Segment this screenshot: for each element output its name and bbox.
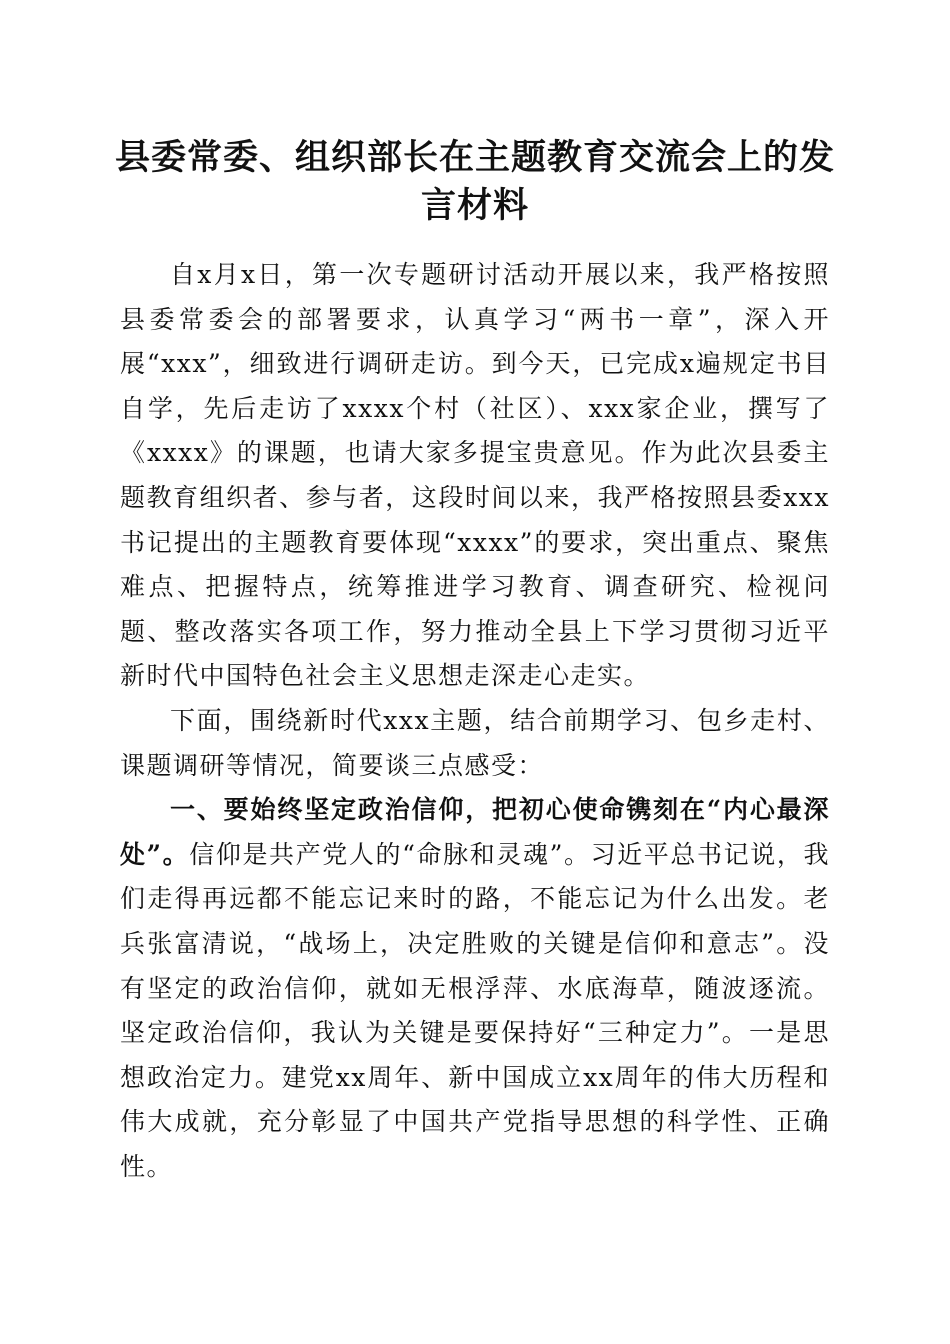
document-body [120, 253, 830, 1189]
intro-paragraph: 自x月x日，第一次专题研讨活动开展以来，我严格按照县委常委会的部署要求，认真学习“两书一章”，深入开展“xxx”，细致进行调研走访。到今天，已完成x遍规定书目自学，先后走访了xxxx个村（社区）、xxx家企业，撰写了《xxxx》的课题，也请大家多提宝贵意见。作为此次县委主题教育组织者、参与者，这段时间以来，我严格按照县委xxx书记提出的主题教育要体现“xxxx”的要求，突出重点、聚焦难点、把握特点，统筹推进学习教育、调查研究、检视问题、整改落实各项工作，努力推动全县上下学习贯彻习近平新时代中国特色社会主义思想走深走心走实。 [120, 260, 830, 691]
document-title: 县委常委、组织部长在主题教育交流会上的发言材料 [115, 137, 836, 226]
section-one-paragraph [120, 788, 830, 1189]
section-one-body: 信仰是共产党人的“命脉和灵魂”。习近平总书记说，我们走得再远都不能忘记来时的路，不能忘记为什么出发。老兵张富清说，“战场上，决定胜败的关键是信仰和意志”。没有坚定的政治信仰，就如无根浮萍、水底海草，随波逐流。坚定政治信仰，我认为关键是要保持好“三种定力”。一是思想政治定力。建党xx周年、新中国成立xx周年的伟大历程和伟大成就，充分彰显了中国共产党指导思想的科学性、正确性。 [120, 839, 830, 1181]
transition-paragraph: 下面，围绕新时代xxx主题，结合前期学习、包乡走村、课题调研等情况，简要谈三点感受： [120, 705, 830, 780]
section-one-heading: 一、要始终坚定政治信仰，把初心使命镌刻在“内心最深处”。 [120, 795, 830, 869]
